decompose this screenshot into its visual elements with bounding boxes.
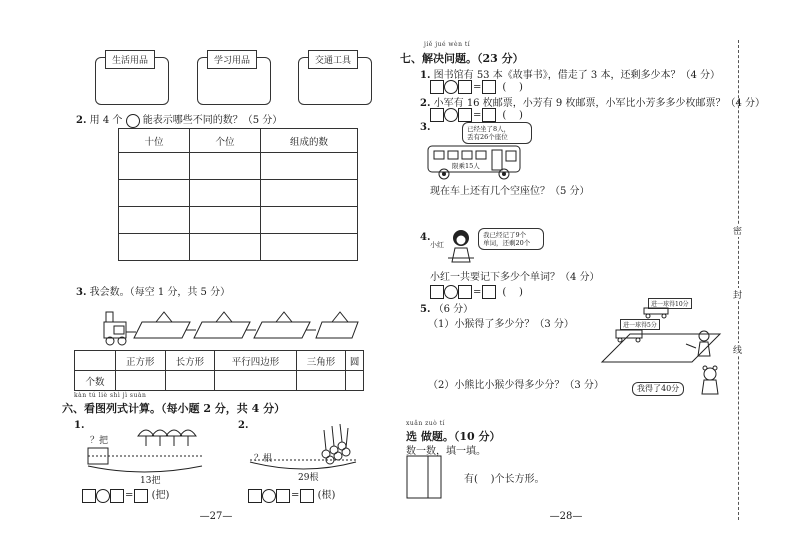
operator-circle[interactable] <box>96 489 110 503</box>
answer-box[interactable] <box>82 489 96 503</box>
table-cell[interactable] <box>261 153 358 180</box>
question-3-number: 3. <box>76 287 87 298</box>
answer-box[interactable] <box>430 108 444 122</box>
bubble-line: 已经坐了8人， <box>467 125 511 133</box>
problem-2-unknown: ？根 <box>254 454 273 464</box>
question-4-equation: = ( ) <box>430 285 523 299</box>
problem-1-unknown: ？把 <box>90 436 109 446</box>
table-cell[interactable] <box>346 371 364 391</box>
answer-box[interactable] <box>482 285 496 299</box>
table-cell[interactable] <box>165 371 215 391</box>
answer-box[interactable] <box>110 489 124 503</box>
section-7-title: 七、解决问题。（23 分） <box>400 52 524 65</box>
section-8-fill <box>464 470 545 485</box>
operator-circle[interactable] <box>444 285 458 299</box>
question-3-text: 现在车上还有几个空座位？（5 分） <box>430 186 590 197</box>
answer-box[interactable] <box>458 108 472 122</box>
girl-illustration <box>446 228 476 264</box>
header-circle: 圆 <box>346 351 364 371</box>
digits-table <box>118 128 358 261</box>
table-cell[interactable] <box>116 371 166 391</box>
category-label-study: 学习用品 <box>207 50 257 69</box>
question-4-text: 小红一共要记下多少个单词？（4 分） <box>430 272 600 283</box>
section-6-pinyin: kàn tú liè shì jì suàn <box>74 392 147 399</box>
binding-dotted-line <box>738 40 739 520</box>
binding-char-mi: 密 <box>733 224 742 237</box>
question-4-number: 4. <box>420 232 431 243</box>
header-tens: 十位 <box>119 129 190 153</box>
page-number-value: 27 <box>209 511 223 522</box>
question-2-right <box>420 94 765 109</box>
table-cell[interactable] <box>119 207 190 234</box>
header-number: 组成的数 <box>261 129 358 153</box>
question-2 <box>76 111 282 128</box>
table-cell[interactable] <box>261 234 358 261</box>
answer-box[interactable] <box>248 489 262 503</box>
question-2-text-before: 用 4 个 <box>89 115 123 126</box>
category-label-transport: 交通工具 <box>308 50 358 69</box>
problem-2-equation: = (根) <box>248 486 335 503</box>
answer-box[interactable] <box>134 489 148 503</box>
binding-char-feng: 封 <box>733 288 742 301</box>
bus-sign: 限乘15人 <box>452 162 480 170</box>
problem-2-unit: (根) <box>317 490 336 501</box>
question-3-number: 3. <box>420 122 431 133</box>
category-label-daily: 生活用品 <box>105 50 155 69</box>
answer-box[interactable] <box>300 489 314 503</box>
problem-1-equation: = (把) <box>82 486 169 503</box>
answer-box[interactable] <box>430 80 444 94</box>
question-5-number: 5. <box>420 304 431 315</box>
table-cell[interactable] <box>119 153 190 180</box>
header-ones: 个位 <box>190 129 261 153</box>
answer-box[interactable] <box>458 80 472 94</box>
speech-bubble-girl <box>478 228 544 250</box>
section-6-title: 六、看图列式计算。（每小题 2 分，共 4 分） <box>62 402 286 415</box>
question-5-sub1: （1）小猴得了多少分？（3 分） <box>428 319 574 330</box>
speech-bubble-bus <box>462 122 532 144</box>
problem-2-number: 2. <box>238 420 249 431</box>
question-1-equation: = ( ) <box>430 80 523 94</box>
question-1-text: 图书馆有 53 本《故事书》，借走了 3 本，还剩多少本？（4 分） <box>433 70 720 81</box>
rectangle-figure <box>406 455 442 499</box>
table-cell[interactable] <box>190 207 261 234</box>
section-8-pinyin: xuǎn zuò tí <box>406 420 445 427</box>
bubble-line: 单词，还剩20个 <box>483 239 531 247</box>
binding-char-xian: 线 <box>733 343 742 356</box>
question-5-points: （6 分） <box>433 304 474 315</box>
table-cell[interactable] <box>261 207 358 234</box>
score-card-10: 进一球得10分 <box>648 298 692 309</box>
header-parallelogram: 平行四边形 <box>215 351 297 371</box>
score-card-5: 进一球得5分 <box>620 319 660 330</box>
problem-1-number: 1. <box>74 420 85 431</box>
question-3 <box>76 283 230 298</box>
operator-circle[interactable] <box>262 489 276 503</box>
answer-box[interactable] <box>276 489 290 503</box>
girl-name: 小红 <box>430 241 444 249</box>
table-cell <box>75 351 116 371</box>
table-cell[interactable] <box>215 371 297 391</box>
section-7-pinyin: jiě jué wèn tí <box>424 41 471 48</box>
row-label-count: 个数 <box>75 371 116 391</box>
question-2-equation: = ( ) <box>430 108 523 122</box>
table-cell[interactable] <box>296 371 346 391</box>
shape-train-illustration <box>100 300 360 348</box>
page-number-left: —27— <box>199 511 233 522</box>
answer-box[interactable] <box>482 108 496 122</box>
question-5-sub2: （2）小熊比小猴少得多少分？（3 分） <box>428 380 604 391</box>
table-cell[interactable] <box>190 180 261 207</box>
shape-count-table <box>74 350 364 391</box>
problem-1-total: 13把 <box>140 476 161 486</box>
table-cell[interactable] <box>190 153 261 180</box>
question-3-text: 我会数。（每空 1 分，共 5 分） <box>89 287 231 298</box>
bubble-line: 丢有26个座位 <box>467 133 508 141</box>
page-number-value: 28 <box>559 511 573 522</box>
answer-box[interactable] <box>430 285 444 299</box>
bubble-line: 我已经记了9个 <box>483 231 527 239</box>
fill-text-before: 有( <box>464 474 478 485</box>
question-1 <box>420 66 720 81</box>
section-8-title: 选 做题。（10 分） <box>406 430 501 443</box>
question-1-number: 1. <box>420 70 431 81</box>
operator-circle[interactable] <box>444 80 458 94</box>
table-cell[interactable] <box>119 180 190 207</box>
section-8-instruction: 数一数，填一填。 <box>406 446 486 457</box>
circle-icon <box>126 114 140 128</box>
header-triangle: 三角形 <box>296 351 346 371</box>
operator-circle[interactable] <box>444 108 458 122</box>
speech-bubble-bear: 我得了40分 <box>632 382 684 396</box>
fill-blank[interactable] <box>478 474 491 485</box>
question-2-number: 2. <box>420 98 431 109</box>
fill-text-after: )个长方形。 <box>490 474 545 485</box>
question-2-text: 小军有 16 枚邮票，小芳有 9 枚邮票，小军比小芳多多少枚邮票？（4 分） <box>433 98 765 109</box>
question-2-number: 2. <box>76 115 87 126</box>
problem-1-unit: (把) <box>151 490 170 501</box>
table-cell[interactable] <box>119 234 190 261</box>
page-number-right: —28— <box>549 511 583 522</box>
header-rectangle: 长方形 <box>165 351 215 371</box>
problem-2-total: 29根 <box>298 473 319 483</box>
question-5 <box>420 300 473 315</box>
table-cell[interactable] <box>261 180 358 207</box>
table-cell[interactable] <box>190 234 261 261</box>
answer-box[interactable] <box>458 285 472 299</box>
header-square: 正方形 <box>116 351 166 371</box>
question-2-text-after: 能表示哪些不同的数？（5 分） <box>142 115 283 126</box>
answer-box[interactable] <box>482 80 496 94</box>
